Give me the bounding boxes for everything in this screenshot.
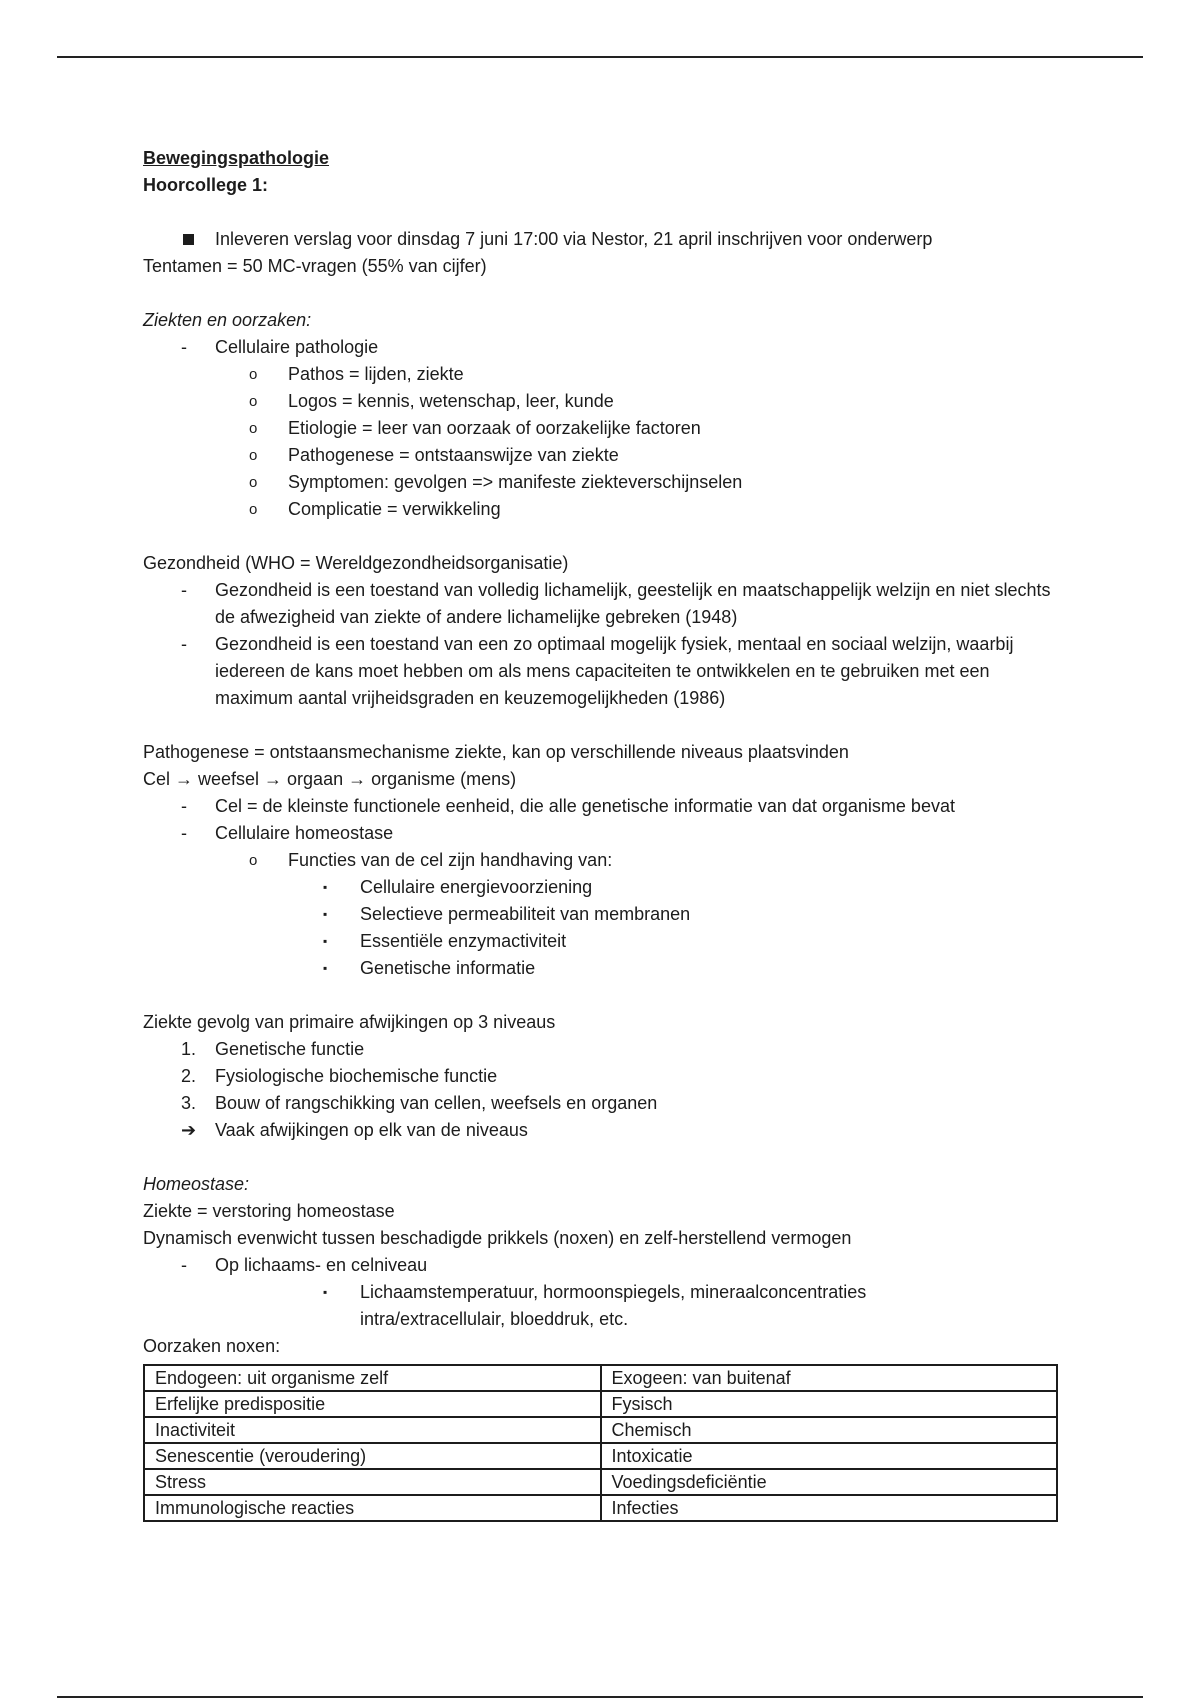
list-item [143, 928, 1063, 955]
list-item [143, 334, 1063, 361]
list-item-text: Gezondheid is een toestand van een zo optimaal mogelijk fysiek, mentaal en sociaal welzijn, waarbij iedereen de kans moet hebben om als mens capaciteiten te ontwikkelen en te gebruiken met een maximum aantal vrijheidsgraden en keuzemogelijkheden (1986) [215, 634, 1014, 708]
page-subtitle: Hoorcollege 1: [143, 175, 269, 195]
table-cell: Fysisch [601, 1391, 1058, 1417]
square-bullet: ▪ [323, 880, 328, 894]
list-item-text: Genetische functie [215, 1039, 365, 1059]
circle-bullet: o [249, 420, 258, 437]
note-bullet [143, 226, 1063, 253]
list-item [143, 361, 1063, 388]
numbered-item [143, 1063, 1063, 1090]
list-item [143, 631, 1065, 712]
list-item [143, 442, 1063, 469]
list-item [143, 496, 1063, 523]
table-row [144, 1469, 1057, 1495]
list-item [143, 820, 1063, 847]
list-item-text: Cellulaire pathologie [215, 337, 379, 357]
document-body [143, 145, 1063, 1360]
paragraph: Ziekte = verstoring homeostase [143, 1201, 395, 1221]
note-text: Inleveren verslag voor dinsdag 7 juni 17:00 via Nestor, 21 april inschrijven voor onderwerp [215, 229, 933, 249]
circle-bullet: o [249, 366, 258, 383]
square-bullet: ▪ [323, 1285, 328, 1299]
list-item [143, 901, 1063, 928]
list-item [143, 793, 1063, 820]
circle-bullet: o [249, 393, 258, 410]
list-item-text: Complicatie = verwikkeling [288, 499, 501, 519]
table-row [144, 1365, 1057, 1391]
list-item-text: Fysiologische biochemische functie [215, 1066, 498, 1086]
list-item-text: Functies van de cel zijn handhaving van: [288, 850, 613, 870]
table-cell: Inactiviteit [144, 1417, 601, 1443]
dash-bullet: - [181, 1255, 187, 1275]
numbered-item [143, 1090, 1063, 1117]
list-item [143, 874, 1063, 901]
list-item-text: Pathogenese = ontstaanswijze van ziekte [288, 445, 619, 465]
table-cell: Senescentie (veroudering) [144, 1443, 601, 1469]
header-rule [57, 56, 1143, 58]
section-heading: Ziekte gevolg van primaire afwijkingen op 3 niveaus [143, 1012, 556, 1032]
table-row [144, 1495, 1057, 1521]
item-number: 2. [181, 1066, 197, 1086]
list-item [143, 469, 1063, 496]
circle-bullet: o [249, 852, 258, 869]
item-number: 1. [181, 1039, 197, 1059]
circle-bullet: o [249, 474, 258, 491]
list-item-text: Bouw of rangschikking van cellen, weefsels en organen [215, 1093, 658, 1113]
list-item-text: Vaak afwijkingen op elk van de niveaus [215, 1120, 528, 1140]
circle-bullet: o [249, 501, 258, 518]
dash-bullet: - [181, 796, 187, 816]
circle-bullet: o [249, 447, 258, 464]
table-cell: Voedingsdeficiëntie [601, 1469, 1058, 1495]
list-item-text: Op lichaams- en celniveau [215, 1255, 428, 1275]
list-item-text: Lichaamstemperatuur, hormoonspiegels, mineraalconcentraties [360, 1282, 867, 1302]
dash-bullet: - [181, 580, 187, 600]
table-cell: Infecties [601, 1495, 1058, 1521]
square-bullet: ▪ [323, 934, 328, 948]
dash-bullet: - [181, 337, 187, 357]
list-item-text: Selectieve permeabiliteit van membranen [360, 904, 691, 924]
table-cell: Erfelijke predispositie [144, 1391, 601, 1417]
list-item-text: Cellulaire homeostase [215, 823, 394, 843]
list-item-text: Cellulaire energievoorziening [360, 877, 593, 897]
list-item-continuation: intra/extracellulair, bloeddruk, etc. [360, 1309, 629, 1329]
list-item [143, 415, 1063, 442]
list-item [143, 955, 1063, 982]
list-item-text: Genetische informatie [360, 958, 536, 978]
list-item [143, 577, 1065, 631]
list-item-text: Gezondheid is een toestand van volledig lichamelijk, geestelijk en maatschappelijk welzijn en niet slechts de afwezigheid van ziekte of andere lichamelijke gebreken (1948) [215, 580, 1051, 627]
footer-rule [57, 1696, 1143, 1698]
noxen-table [143, 1364, 1058, 1522]
dash-bullet: - [181, 823, 187, 843]
arrow-item [143, 1117, 1063, 1144]
paragraph: Pathogenese = ontstaansmechanisme ziekte, kan op verschillende niveaus plaatsvinden [143, 742, 849, 762]
paragraph: Dynamisch evenwicht tussen beschadigde prikkels (noxen) en zelf-herstellend vermogen [143, 1228, 852, 1248]
table-cell: Stress [144, 1469, 601, 1495]
table-cell: Endogeen: uit organisme zelf [144, 1365, 601, 1391]
list-item-text: Logos = kennis, wetenschap, leer, kunde [288, 391, 614, 411]
list-item [143, 1279, 1063, 1306]
list-item-text: Cel = de kleinste functionele eenheid, die alle genetische informatie van dat organisme bevat [215, 796, 955, 816]
section-heading: Ziekten en oorzaken: [143, 310, 312, 330]
page-title: Bewegingspathologie [143, 148, 330, 168]
paragraph: Cel → weefsel → orgaan → organisme (mens) [143, 769, 517, 789]
section-heading: Homeostase: [143, 1174, 250, 1194]
square-bullet: ▪ [323, 907, 328, 921]
list-item-text: Symptomen: gevolgen => manifeste ziekteverschijnselen [288, 472, 743, 492]
table-cell: Exogeen: van buitenaf [601, 1365, 1058, 1391]
item-number: 3. [181, 1093, 197, 1113]
square-bullet: ▪ [323, 961, 328, 975]
numbered-item [143, 1036, 1063, 1063]
list-item-text: Pathos = lijden, ziekte [288, 364, 464, 384]
table-cell: Intoxicatie [601, 1443, 1058, 1469]
table-cell: Chemisch [601, 1417, 1058, 1443]
list-item [143, 1252, 1063, 1279]
table-row [144, 1391, 1057, 1417]
list-item-text: Etiologie = leer van oorzaak of oorzakelijke factoren [288, 418, 701, 438]
list-item-text: Essentiële enzymactiviteit [360, 931, 567, 951]
arrow-icon: ➔ [181, 1120, 197, 1140]
table-row [144, 1417, 1057, 1443]
list-item [143, 388, 1063, 415]
exam-info: Tentamen = 50 MC-vragen (55% van cijfer) [143, 256, 487, 276]
table-caption: Oorzaken noxen: [143, 1336, 281, 1356]
section-heading: Gezondheid (WHO = Wereldgezondheidsorganisatie) [143, 553, 569, 573]
list-item [143, 847, 1063, 874]
dash-bullet: - [181, 634, 187, 654]
table-row [144, 1443, 1057, 1469]
table-cell: Immunologische reacties [144, 1495, 601, 1521]
square-bullet-icon [183, 234, 194, 245]
